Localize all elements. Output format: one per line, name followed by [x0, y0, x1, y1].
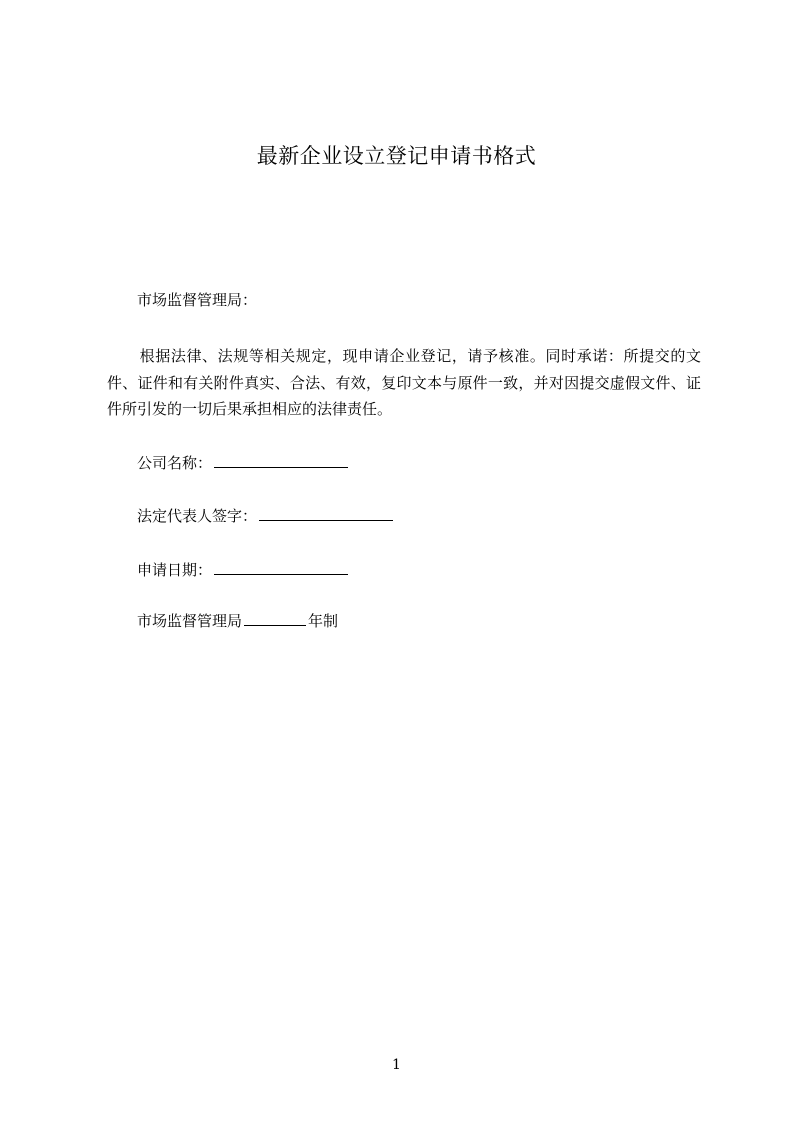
page-number: 1 [392, 1057, 401, 1073]
legal-rep-label: 法定代表人签字： [137, 507, 258, 525]
company-name-blank[interactable] [214, 452, 348, 468]
apply-date-blank[interactable] [214, 559, 348, 575]
legal-rep-signature-field [137, 505, 393, 526]
salutation: 市场监督管理局： [137, 291, 258, 309]
issuer-line [137, 610, 338, 631]
legal-rep-signature-blank[interactable] [259, 505, 393, 521]
body-text: 根据法律、法规等相关规定，现申请企业登记，请予核准。同时承诺：所提交的文件、证件和有关附件真实、合法、有效，复印文本与原件一致，并对因提交虚假文件、证件所引发的一切后果承担相应的法律责任。 [107, 347, 701, 418]
body-paragraph [107, 343, 701, 423]
apply-date-label: 申请日期： [137, 561, 213, 579]
company-name-label: 公司名称： [137, 454, 213, 472]
issuer-year-blank[interactable] [244, 610, 306, 626]
issuer-prefix: 市场监督管理局 [137, 612, 243, 630]
apply-date-field [137, 559, 348, 580]
company-name-field [137, 452, 348, 473]
issuer-suffix: 年制 [308, 612, 339, 630]
document-title: 最新企业设立登记申请书格式 [256, 144, 537, 168]
